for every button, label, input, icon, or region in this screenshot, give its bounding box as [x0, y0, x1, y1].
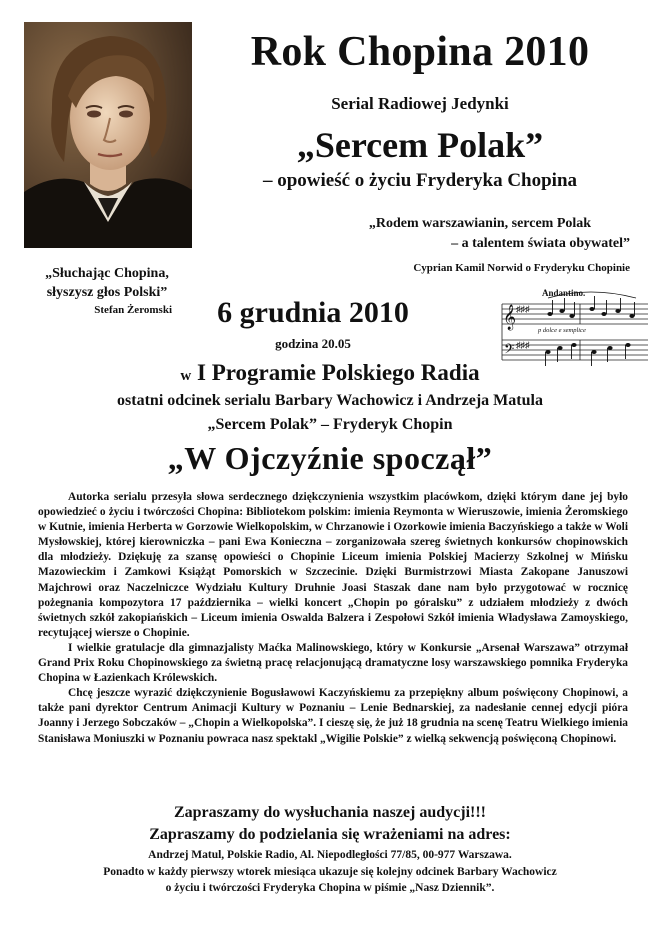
norwid-quote-line1: „Rodem warszawianin, sercem Polak [368, 216, 592, 231]
program-line [30, 360, 630, 386]
body-paragraph-1: Autorka serialu przesyła słowa serdecznego dziękczynienia wszystkim placówkom, dzięki którym dane jej było opowiedzieć o życiu i twórczości Chopina: Bibliotekom polskim: imienia Reymonta w Wieruszowie, imienia Żeromskiego w Kutnie, imienia Herberta w Gorzowie Wielkopolskim, w Chrzanowie i Ozorkowie imienia Baczyńskiego a także w Woli Mysłowskiej, której kierowniczka – pani Ewa Konieczna – zorganizowała szereg świetnych konkursów chopinowskich dla młodzieży. Dziękuję za szansę opowieści o Chopinie Liceum imienia Polskiej Macierzy Szkolnej w Mińsku Mazowieckim i Zamkowi Książąt Pomorskich w Szczecinie. Dzięki Burmistrzowi Miasta Zakopane Januszowi Majchrowi oraz Naczelniczce Wydziału Kultury Druhnie Joasi Staszak dane nam było przygotować w rocznicę pożegnania kompozytora 17 października – wielki koncert „Chopin po góralsku” z udziałem młodzieży z dwóch świetnych szkół zakopiańskich – Liceum imienia Oswalda Balzera i Zespołowi Szkół imienia Władysława Zamoyskiego, recytującej wiersze o Chopinie. [38, 491, 628, 639]
series-title: „Sercem Polak” [296, 125, 544, 165]
invitation-share: Zapraszamy do podzielania się wrażeniami na adres: [149, 826, 511, 843]
svg-text:𝄢: 𝄢 [504, 341, 515, 360]
program-prefix: w [180, 368, 192, 384]
footer-note-line1: Ponadto w każdy pierwszy wtorek miesiąca ukazuje się kolejny odcinek Barbary Wachowicz [103, 866, 557, 878]
episode-line: „Sercem Polak” – Fryderyk Chopin [207, 416, 453, 433]
svg-text:♯♯♯: ♯♯♯ [516, 304, 530, 314]
postal-address: Andrzej Matul, Polskie Radio, Al. Niepodległości 77/85, 00-977 Warszawa. [148, 849, 512, 861]
score-dynamics: p dolce e semplice [538, 327, 586, 334]
series-info-line: ostatni odcinek serialu Barbary Wachowicz i Andrzeja Matula [117, 392, 543, 409]
svg-text:𝄞: 𝄞 [503, 305, 517, 330]
body-text [38, 490, 628, 747]
program-name: I Programie Polskiego Radia [197, 360, 480, 385]
body-paragraph-2: I wielkie gratulacje dla gimnazjalisty Maćka Malinowskiego, który w Konkursie „Arsenał Warszawa” otrzymał Grand Prix Roku Chopinowskiego za świetną pracę relacjonującą dramatyczne losy warszawskiego pomnika Fryderyka Chopina w Łazienkach Królewskich. [38, 641, 628, 685]
zeromski-quote-line1: „Słuchając Chopina, [45, 266, 169, 281]
body-paragraph-3: Chcę jeszcze wyrazić dziękczynienie Bogusławowi Kaczyńskiemu za przepiękny album poświęcony Chopinowi, a także pani dyrektor Centrum Animacji Kultury w Poznaniu – Lenie Bednarskiej, za nadesłanie cennej edycji pióra Joanny i Jerzego Sobczaków – „Chopin a Wielkopolska”. I cieszę się, że już 18 grudnia na scenę Teatru Wielkiego imienia Stanisława Moniuszki w Poznaniu powraca nasz spektakl „Wigilie Polskie” z wielką sekwencją poświęconą Chopinowi. [38, 687, 628, 745]
broadcast-time: godzina 20.05 [275, 336, 351, 351]
norwid-quote-line2: – a talentem świata obywatel” [451, 236, 630, 251]
page-title: Rok Chopina 2010 [250, 29, 590, 75]
chopin-portrait [24, 22, 192, 248]
subtitle: Serial Radiowej Jedynki [331, 94, 509, 113]
norwid-quote-author: Cyprian Kamil Norwid o Fryderyku Chopinie [413, 262, 630, 274]
svg-text:♯♯♯: ♯♯♯ [516, 340, 530, 350]
broadcast-date: 6 grudnia 2010 [217, 296, 409, 329]
invitation-listen: Zapraszamy do wysłuchania naszej audycji!!! [173, 804, 486, 821]
footer-note-line2: o życiu i twórczości Fryderyka Chopina w piśmie „Nasz Dziennik”. [165, 882, 495, 894]
episode-title: „W Ojczyźnie spoczął” [167, 440, 493, 476]
score-tempo: Andantino. [542, 288, 586, 298]
series-description: – opowieść o życiu Fryderyka Chopina [262, 170, 578, 191]
zeromski-quote-line2: słyszysz głos Polski” [46, 285, 168, 300]
zeromski-quote-author: Stefan Żeromski [94, 304, 172, 316]
